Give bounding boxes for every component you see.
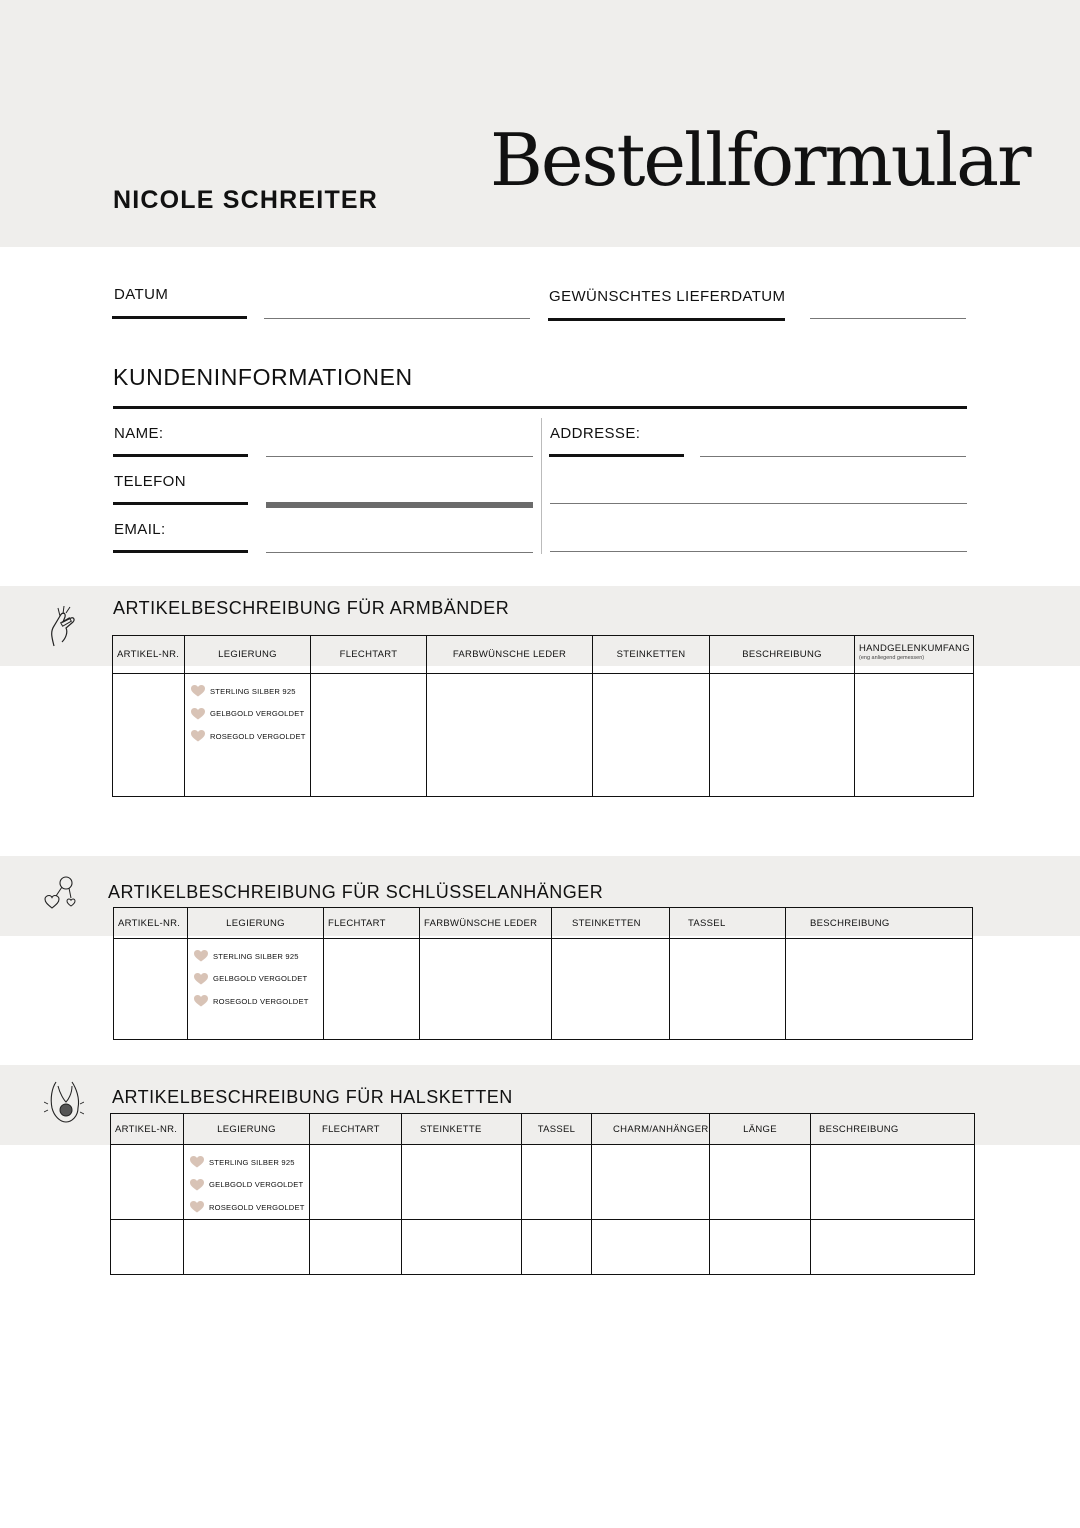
- alloy-option[interactable]: [191, 703, 310, 726]
- alloy-label: GELBGOLD VERGOLDET: [210, 709, 305, 719]
- alloy-options: [185, 674, 310, 748]
- address-field-line-3[interactable]: [550, 551, 967, 552]
- date-label-underline: [112, 316, 247, 319]
- col-charm-anhaenger: CHARM/ANHÄNGER: [592, 1114, 710, 1145]
- alloy-label: STERLING SILBER 925: [209, 1157, 295, 1167]
- heart-icon: [190, 1201, 204, 1213]
- delivery-date-label: GEWÜNSCHTES LIEFERDATUM: [549, 288, 786, 305]
- delivery-date-field[interactable]: [810, 318, 966, 319]
- col-flechtart: FLECHTART: [311, 636, 427, 674]
- necklaces-heading: ARTIKELBESCHREIBUNG FÜR HALSKETTEN: [112, 1087, 513, 1107]
- address-label: ADDRESSE:: [550, 425, 641, 442]
- cell-legierung[interactable]: [185, 674, 311, 797]
- alloy-options: [188, 939, 323, 1013]
- col-farbwuensche-leder: FARBWÜNSCHE LEDER: [420, 908, 552, 939]
- alloy-option[interactable]: [194, 990, 323, 1013]
- cell-flechtart[interactable]: [310, 1219, 402, 1274]
- col-tassel: TASSEL: [670, 908, 786, 939]
- col-legierung: LEGIERUNG: [185, 636, 311, 674]
- name-label-underline: [113, 454, 248, 457]
- hand-bracelet-icon: [44, 602, 78, 648]
- col-steinkette: STEINKETTE: [402, 1114, 522, 1145]
- phone-field[interactable]: [266, 502, 533, 508]
- cell-tassel[interactable]: [670, 939, 786, 1040]
- col-steinketten: STEINKETTEN: [593, 636, 710, 674]
- bracelets-table: [112, 635, 974, 797]
- cell-legierung[interactable]: [188, 939, 324, 1040]
- alloy-option[interactable]: [191, 725, 310, 748]
- name-label: NAME:: [114, 425, 164, 442]
- date-field[interactable]: [264, 318, 530, 319]
- col-tassel: TASSEL: [522, 1114, 592, 1145]
- address-field-line-2[interactable]: [550, 503, 967, 504]
- alloy-label: GELBGOLD VERGOLDET: [209, 1180, 304, 1190]
- cell-flechtart[interactable]: [310, 1145, 402, 1220]
- name-field[interactable]: [266, 456, 533, 457]
- keychains-heading: ARTIKELBESCHREIBUNG FÜR SCHLÜSSELANHÄNGER: [108, 882, 604, 902]
- cell-beschreibung[interactable]: [710, 674, 855, 797]
- alloy-option[interactable]: [190, 1151, 309, 1174]
- col-beschreibung: BESCHREIBUNG: [786, 908, 973, 939]
- cell-steinketten[interactable]: [552, 939, 670, 1040]
- alloy-option[interactable]: [194, 945, 323, 968]
- cell-artikel-nr[interactable]: [111, 1145, 184, 1220]
- address-label-underline: [549, 454, 684, 457]
- col-beschreibung: BESCHREIBUNG: [710, 636, 855, 674]
- heart-keychain-icon: [42, 874, 78, 912]
- cell-farbwuensche-leder[interactable]: [427, 674, 593, 797]
- cell-flechtart[interactable]: [324, 939, 420, 1040]
- heart-icon: [191, 730, 205, 742]
- col-laenge: LÄNGE: [710, 1114, 811, 1145]
- col-beschreibung: BESCHREIBUNG: [811, 1114, 975, 1145]
- cell-laenge[interactable]: [710, 1145, 811, 1220]
- heart-icon: [191, 708, 205, 720]
- cell-legierung[interactable]: [184, 1219, 310, 1274]
- cell-steinkette[interactable]: [402, 1219, 522, 1274]
- cell-beschreibung[interactable]: [811, 1219, 975, 1274]
- cell-farbwuensche-leder[interactable]: [420, 939, 552, 1040]
- customer-heading-rule: [113, 406, 967, 409]
- necklaces-table: [110, 1113, 975, 1275]
- cell-charm-anhaenger[interactable]: [592, 1219, 710, 1274]
- email-field[interactable]: [266, 552, 533, 553]
- brand-name: NICOLE SCHREITER: [113, 186, 379, 214]
- email-label: EMAIL:: [114, 521, 166, 538]
- col-steinketten: STEINKETTEN: [552, 908, 670, 939]
- alloy-option[interactable]: [190, 1174, 309, 1197]
- cell-steinketten[interactable]: [593, 674, 710, 797]
- cell-charm-anhaenger[interactable]: [592, 1145, 710, 1220]
- cell-laenge[interactable]: [710, 1219, 811, 1274]
- cell-beschreibung[interactable]: [786, 939, 973, 1040]
- email-label-underline: [113, 550, 248, 553]
- col-artikel-nr: ARTIKEL-NR.: [111, 1114, 184, 1145]
- heart-icon: [190, 1156, 204, 1168]
- col-flechtart: FLECHTART: [324, 908, 420, 939]
- handgelenkumfang-label: HANDGELENKUMFANG: [859, 643, 970, 654]
- col-legierung: LEGIERUNG: [188, 908, 324, 939]
- cell-artikel-nr[interactable]: [114, 939, 188, 1040]
- customer-heading: KUNDENINFORMATIONEN: [113, 364, 413, 390]
- heart-icon: [190, 1179, 204, 1191]
- necklace-bust-icon: [44, 1078, 84, 1124]
- phone-label-underline: [113, 502, 248, 505]
- alloy-label: ROSEGOLD VERGOLDET: [213, 996, 309, 1006]
- col-flechtart: FLECHTART: [310, 1114, 402, 1145]
- cell-flechtart[interactable]: [311, 674, 427, 797]
- alloy-options: [184, 1145, 309, 1219]
- cell-steinkette[interactable]: [402, 1145, 522, 1220]
- col-handgelenkumfang: [855, 636, 974, 674]
- col-legierung: LEGIERUNG: [184, 1114, 310, 1145]
- keychains-table: [113, 907, 973, 1040]
- heart-icon: [191, 685, 205, 697]
- handgelenkumfang-note: (eng anliegend gemessen): [859, 655, 925, 661]
- phone-label: TELEFON: [114, 473, 186, 490]
- alloy-label: STERLING SILBER 925: [210, 686, 296, 696]
- alloy-label: ROSEGOLD VERGOLDET: [210, 731, 306, 741]
- cell-tassel[interactable]: [522, 1145, 592, 1220]
- alloy-label: STERLING SILBER 925: [213, 951, 299, 961]
- delivery-date-label-underline: [548, 318, 785, 321]
- alloy-option[interactable]: [194, 968, 323, 991]
- col-artikel-nr: ARTIKEL-NR.: [113, 636, 185, 674]
- address-field-line-1[interactable]: [700, 456, 966, 457]
- alloy-option[interactable]: [190, 1196, 309, 1219]
- heart-icon: [194, 973, 208, 985]
- heart-icon: [194, 950, 208, 962]
- cell-beschreibung[interactable]: [811, 1145, 975, 1220]
- cell-tassel[interactable]: [522, 1219, 592, 1274]
- bracelets-heading: ARTIKELBESCHREIBUNG FÜR ARMBÄNDER: [113, 598, 510, 618]
- cell-artikel-nr[interactable]: [111, 1219, 184, 1274]
- alloy-label: ROSEGOLD VERGOLDET: [209, 1202, 305, 1212]
- heart-icon: [194, 995, 208, 1007]
- alloy-label: GELBGOLD VERGOLDET: [213, 974, 308, 984]
- cell-handgelenkumfang[interactable]: [855, 674, 974, 797]
- cell-artikel-nr[interactable]: [113, 674, 185, 797]
- cell-legierung[interactable]: [184, 1145, 310, 1220]
- col-artikel-nr: ARTIKEL-NR.: [114, 908, 188, 939]
- date-label: DATUM: [114, 286, 169, 303]
- alloy-option[interactable]: [191, 680, 310, 703]
- page-title: Bestellformular: [490, 118, 1030, 202]
- col-farbwuensche-leder: FARBWÜNSCHE LEDER: [427, 636, 593, 674]
- customer-divider: [541, 418, 542, 554]
